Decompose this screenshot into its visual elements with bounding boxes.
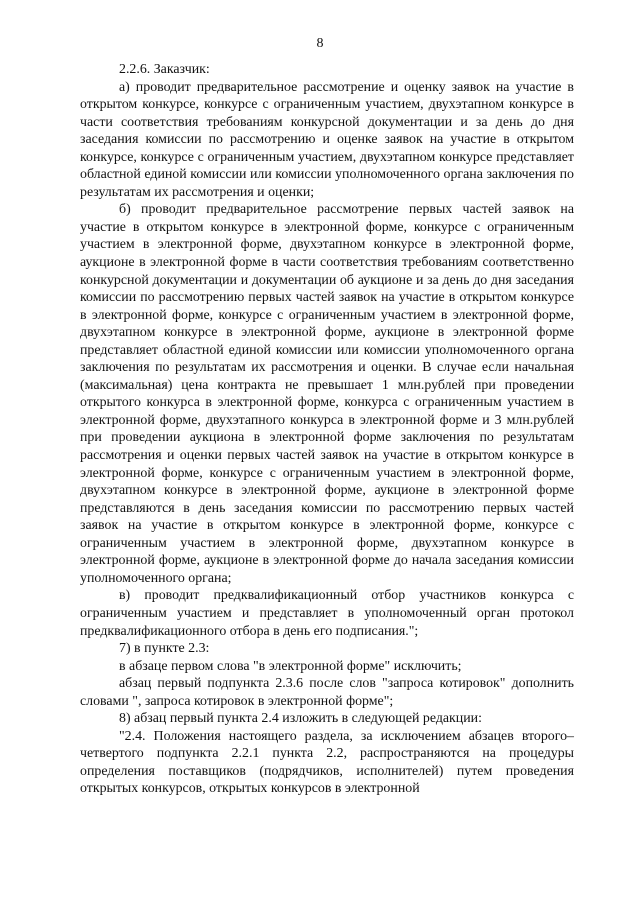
- paragraph-amendment-7: 7) в пункте 2.3:: [119, 641, 210, 657]
- paragraph-2-2-6-heading: 2.2.6. Заказчик:: [119, 62, 210, 77]
- paragraph-amendment-8: 8) абзац первый пункта 2.4 изложить в следующей редакции:: [119, 711, 482, 727]
- paragraph-amendment-7-first-abzac: в абзаце первом слова "в электронной форме" исключить;: [119, 658, 462, 674]
- paragraph-item-v: в) проводит предквалификационный отбор участников конкурса с ограниченным участием и представляет в уполномоченный орган протокол предквалификационного отбора в день его подписания.";: [80, 588, 574, 639]
- paragraph-item-a: а) проводит предварительное рассмотрение и оценку заявок на участие в открытом конкурсе, конкурсе с ограниченным участием, двухэтапном конкурсе в части соответствия требованиям конкурсной документации и за день до дня заседания комиссии по рассмотрению и оценке заявок на участие в открытом конкурсе, конкурсе с ограниченным участием, двухэтапном конкурсе представляет областной единой комиссии или комиссии уполномоченного органа заключения по результатам их рассмотрения и оценки;: [80, 79, 574, 200]
- page-number: 8: [316, 36, 324, 51]
- document-body: [80, 61, 574, 798]
- paragraph-amendment-7-subitem-2-3-6: абзац первый подпункта 2.3.6 после слов "запроса котировок" дополнить словами ", запроса котировок в электронной форме";: [80, 676, 574, 709]
- paragraph-new-2-4: "2.4. Положения настоящего раздела, за исключением абзацев второго–четвертого подпункта 2.2.1 пункта 2.2, распространяются на процедуры определения поставщиков (подрядчиков, исполнителей) путем проведения открытых конкурсов, открытых конкурсов в электронной: [80, 728, 574, 797]
- paragraph-item-b: б) проводит предварительное рассмотрение первых частей заявок на участие в открытом конкурсе в электронной форме, конкурсе с ограниченным участием в электронной форме, двухэтапном конкурсе в электронной форме, аукционе в электронной форме в части соответствия требованиям соответственно конкурсной документации и документации об аукционе и за день до дня заседания комиссии по рассмотрению первых частей заявок на участие в открытом конкурсе в электронной форме, конкурсе с ограниченным участием в электронной форме, двухэтапном конкурсе в электронной форме, аукционе в электронной форме представляет областной единой комиссии или комиссии уполномоченного органа заключения по результатам их рассмотрения и оценки. В случае если начальная (максимальная) цена контракта не превышает 1 млн.рублей при проведении открытого конкурса в электронной форме, конкурса с ограниченным участием в электронной форме, двухэтапного конкурса в электронной форме и 3 млн.рублей при проведении аукциона в электронной форме заключения по результатам рассмотрения и оценки первых частей заявок на участие в открытом конкурсе в электронной форме, конкурсе с ограниченным участием в электронной форме, двухэтапном конкурсе в электронной форме, аукционе в электронной форме представляются в день заседания комиссии по рассмотрению первых частей заявок на участие в открытом конкурсе в электронной форме, конкурсе с ограниченным участием в электронной форме, двухэтапном конкурсе в электронной форме, аукционе в электронной форме до начала заседания комиссии уполномоченного органа;: [80, 202, 574, 586]
